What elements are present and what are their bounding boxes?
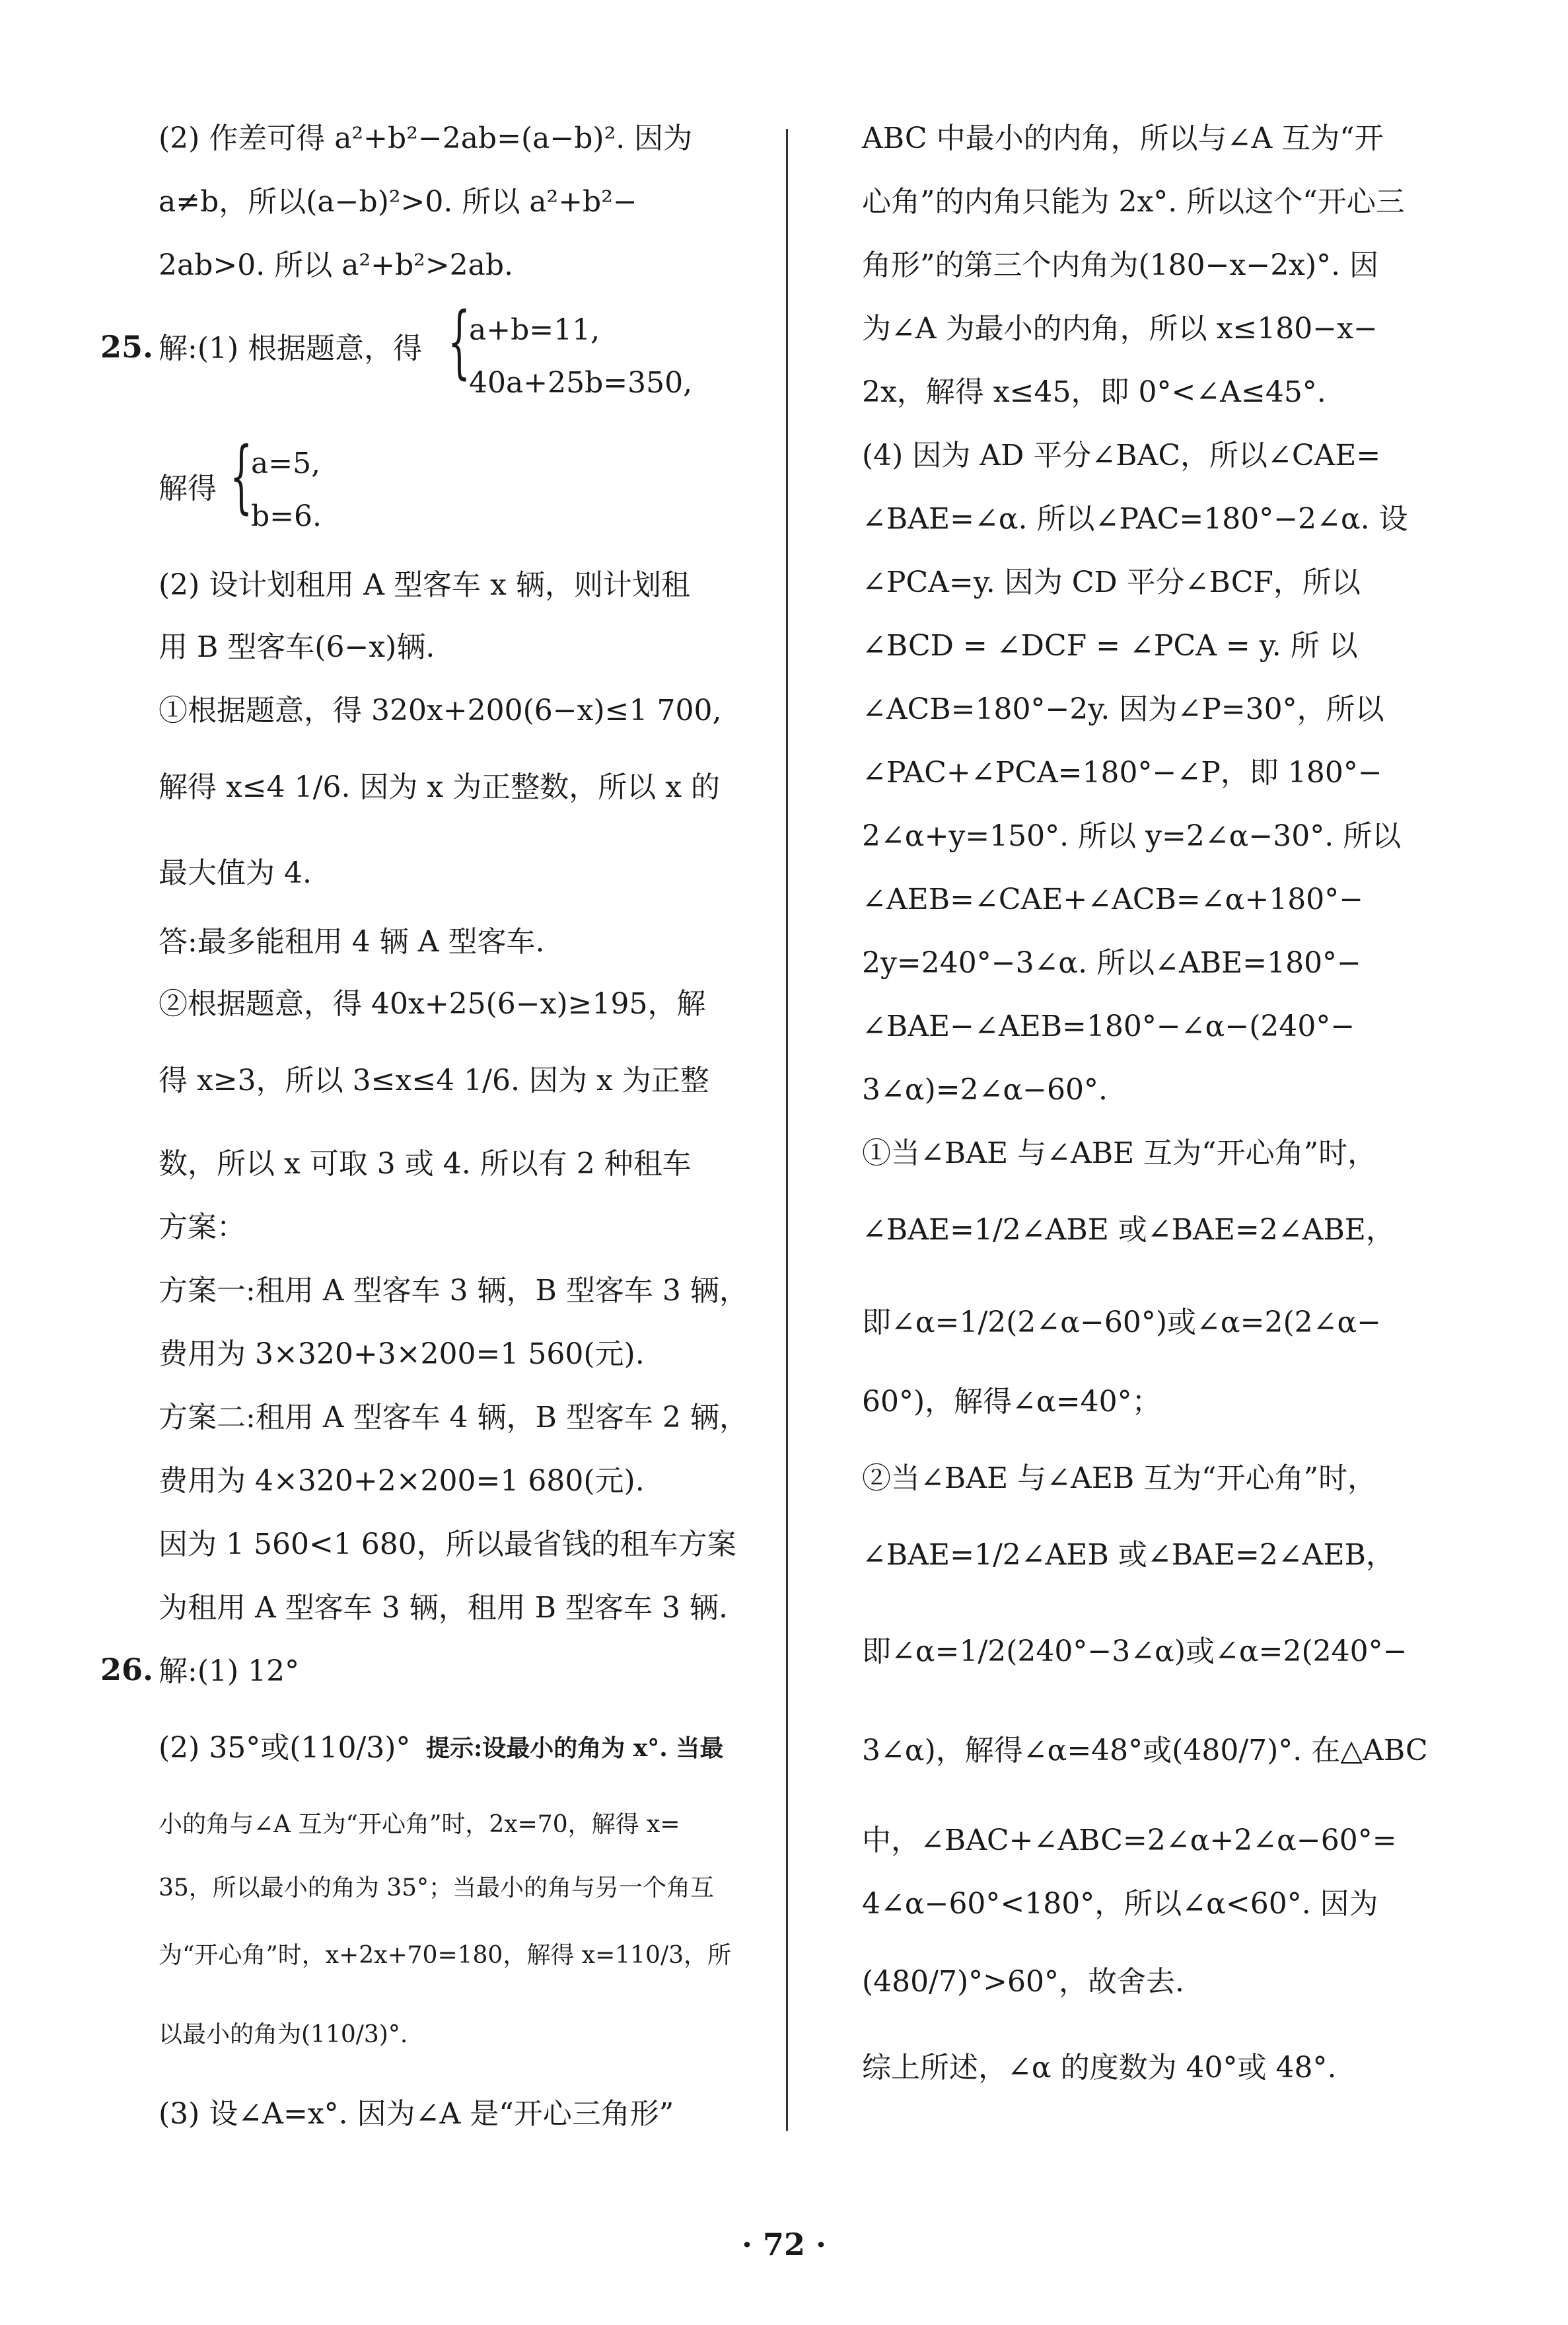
- right-line-27: (480/7)°>60°，故舍去.: [862, 1965, 1184, 1999]
- q24-line-3: 2ab>0. 所以 a²+b²>2ab.: [159, 248, 514, 282]
- column-divider: [786, 129, 788, 2131]
- q25-system2-eq2: b=6.: [251, 499, 322, 533]
- q25-plan1-line2: 费用为 3×320+3×200=1 560(元).: [159, 1337, 645, 1371]
- right-line-19: 即∠α=1/2(2∠α−60°)或∠α=2(2∠α−: [862, 1306, 1382, 1339]
- right-line-6: (4) 因为 AD 平分∠BAC，所以∠CAE=: [862, 439, 1381, 472]
- right-line-15: ∠BAE−∠AEB=180°−∠α−(240°−: [862, 1010, 1355, 1043]
- right-line-8: ∠PCA=y. 因为 CD 平分∠BCF，所以: [862, 566, 1361, 599]
- q25-system2-eq1: a=5,: [251, 447, 321, 480]
- q25-system1-eq2: 40a+25b=350,: [469, 366, 693, 400]
- right-line-12: 2∠α+y=150°. 所以 y=2∠α−30°. 所以: [862, 819, 1402, 853]
- q25-case1-line2: 解得 x≤4 1/6. 因为 x 为正整数，所以 x 的: [159, 770, 721, 804]
- right-line-7: ∠BAE=∠α. 所以∠PAC=180°−2∠α. 设: [862, 502, 1408, 536]
- q26-part2: (2) 35°或(110/3)°: [159, 1731, 411, 1765]
- q24-line-1: (2) 作差可得 a²+b²−2ab=(a−b)². 因为: [159, 122, 693, 155]
- right-line-20: 60°)，解得∠α=40°；: [862, 1385, 1161, 1419]
- right-line-14: 2y=240°−3∠α. 所以∠ABE=180°−: [862, 946, 1361, 980]
- q26-part3-start: (3) 设∠A=x°. 因为∠A 是“开心三角形”: [159, 2097, 674, 2131]
- q25-case1-line1: ①根据题意，得 320x+200(6−x)≤1 700,: [159, 694, 722, 727]
- q25-case2-line2: 得 x≥3，所以 3≤x≤4 1/6. 因为 x 为正整: [159, 1064, 709, 1097]
- q26-hint-line2: 小的角与∠A 互为“开心角”时，2x=70，解得 x=: [159, 1811, 680, 1838]
- q25-case2-line3: 数，所以 x 可取 3 或 4. 所以有 2 种租车: [159, 1147, 692, 1181]
- right-line-24: 3∠α)，解得∠α=48°或(480/7)°. 在△ABC: [862, 1734, 1428, 1767]
- right-line-5: 2x，解得 x≤45，即 0°<∠A≤45°.: [862, 375, 1326, 409]
- q25-conclusion-line2: 为租用 A 型客车 3 辆，租用 B 型客车 3 辆.: [159, 1591, 728, 1625]
- right-line-22: ∠BAE=1/2∠AEB 或∠BAE=2∠AEB，: [862, 1538, 1395, 1572]
- right-line-4: 为∠A 为最小的内角，所以 x≤180−x−: [862, 312, 1378, 346]
- right-line-26: 4∠α−60°<180°，所以∠α<60°. 因为: [862, 1887, 1378, 1921]
- right-line-18: ∠BAE=1/2∠ABE 或∠BAE=2∠ABE，: [862, 1213, 1395, 1247]
- q26-part1: 解:(1) 12°: [159, 1654, 300, 1688]
- q25-answer: 答:最多能租用 4 辆 A 型客车.: [159, 925, 545, 959]
- right-line-17: ①当∠BAE 与∠ABE 互为“开心角”时，: [862, 1136, 1377, 1170]
- right-line-13: ∠AEB=∠CAE+∠ACB=∠α+180°−: [862, 883, 1364, 916]
- right-line-23: 即∠α=1/2(240°−3∠α)或∠α=2(240°−: [862, 1635, 1408, 1668]
- q25-solve-label: 解得: [159, 472, 217, 505]
- right-line-3: 角形”的第三个内角为(180−x−2x)°. 因: [862, 248, 1379, 282]
- q25-system1-eq1: a+b=11,: [469, 313, 600, 347]
- question-25-number: 25.: [100, 329, 154, 365]
- page-number: · 72 ·: [741, 2227, 827, 2262]
- right-line-2: 心角”的内角只能为 2x°. 所以这个“开心三: [862, 185, 1405, 219]
- right-line-1: ABC 中最小的内角，所以与∠A 互为“开: [862, 122, 1384, 155]
- q26-hint-line3: 35，所以最小的角为 35°；当最小的角与另一个角互: [159, 1874, 715, 1901]
- q25-plan2-line2: 费用为 4×320+2×200=1 680(元).: [159, 1464, 645, 1498]
- right-line-16: 3∠α)=2∠α−60°.: [862, 1073, 1108, 1107]
- right-line-25: 中，∠BAC+∠ABC=2∠α+2∠α−60°=: [862, 1824, 1397, 1857]
- q25-plan1-line1: 方案一:租用 A 型客车 3 辆，B 型客车 3 辆，: [159, 1274, 748, 1308]
- right-line-21: ②当∠BAE 与∠AEB 互为“开心角”时，: [862, 1461, 1377, 1495]
- q26-hint-line1: 提示:设最小的角为 x°. 当最: [426, 1734, 724, 1762]
- system-brace-2: {: [230, 431, 253, 523]
- q25-conclusion-line1: 因为 1 560<1 680，所以最省钱的租车方案: [159, 1528, 736, 1561]
- q24-line-2: a≠b，所以(a−b)²>0. 所以 a²+b²−: [159, 185, 637, 219]
- q25-part2-line1: (2) 设计划租用 A 型客车 x 辆，则计划租: [159, 568, 690, 602]
- q25-part2-line2: 用 B 型客车(6−x)辆.: [159, 630, 435, 664]
- q25-case2-line4: 方案：: [159, 1210, 246, 1244]
- q25-case2-line1: ②根据题意，得 40x+25(6−x)≥195，解: [159, 987, 706, 1021]
- q26-hint-line5: 以最小的角为(110/3)°.: [159, 2021, 408, 2048]
- right-line-28: 综上所述，∠α 的度数为 40°或 48°.: [862, 2051, 1337, 2085]
- q25-head: 解:(1) 根据题意，得: [159, 332, 423, 365]
- q26-hint-line4: 为“开心角”时，x+2x+70=180，解得 x=110/3，所: [159, 1942, 731, 1969]
- q25-case1-line3: 最大值为 4.: [159, 856, 312, 890]
- right-line-10: ∠ACB=180°−2y. 因为∠P=30°，所以: [862, 692, 1384, 726]
- q25-plan2-line1: 方案二:租用 A 型客车 4 辆，B 型客车 2 辆，: [159, 1401, 748, 1434]
- right-line-9: ∠BCD = ∠DCF = ∠PCA = y. 所 以: [862, 629, 1358, 663]
- question-26-number: 26.: [100, 1652, 154, 1687]
- system-brace-1: {: [448, 296, 471, 388]
- right-line-11: ∠PAC+∠PCA=180°−∠P，即 180°−: [862, 756, 1382, 790]
